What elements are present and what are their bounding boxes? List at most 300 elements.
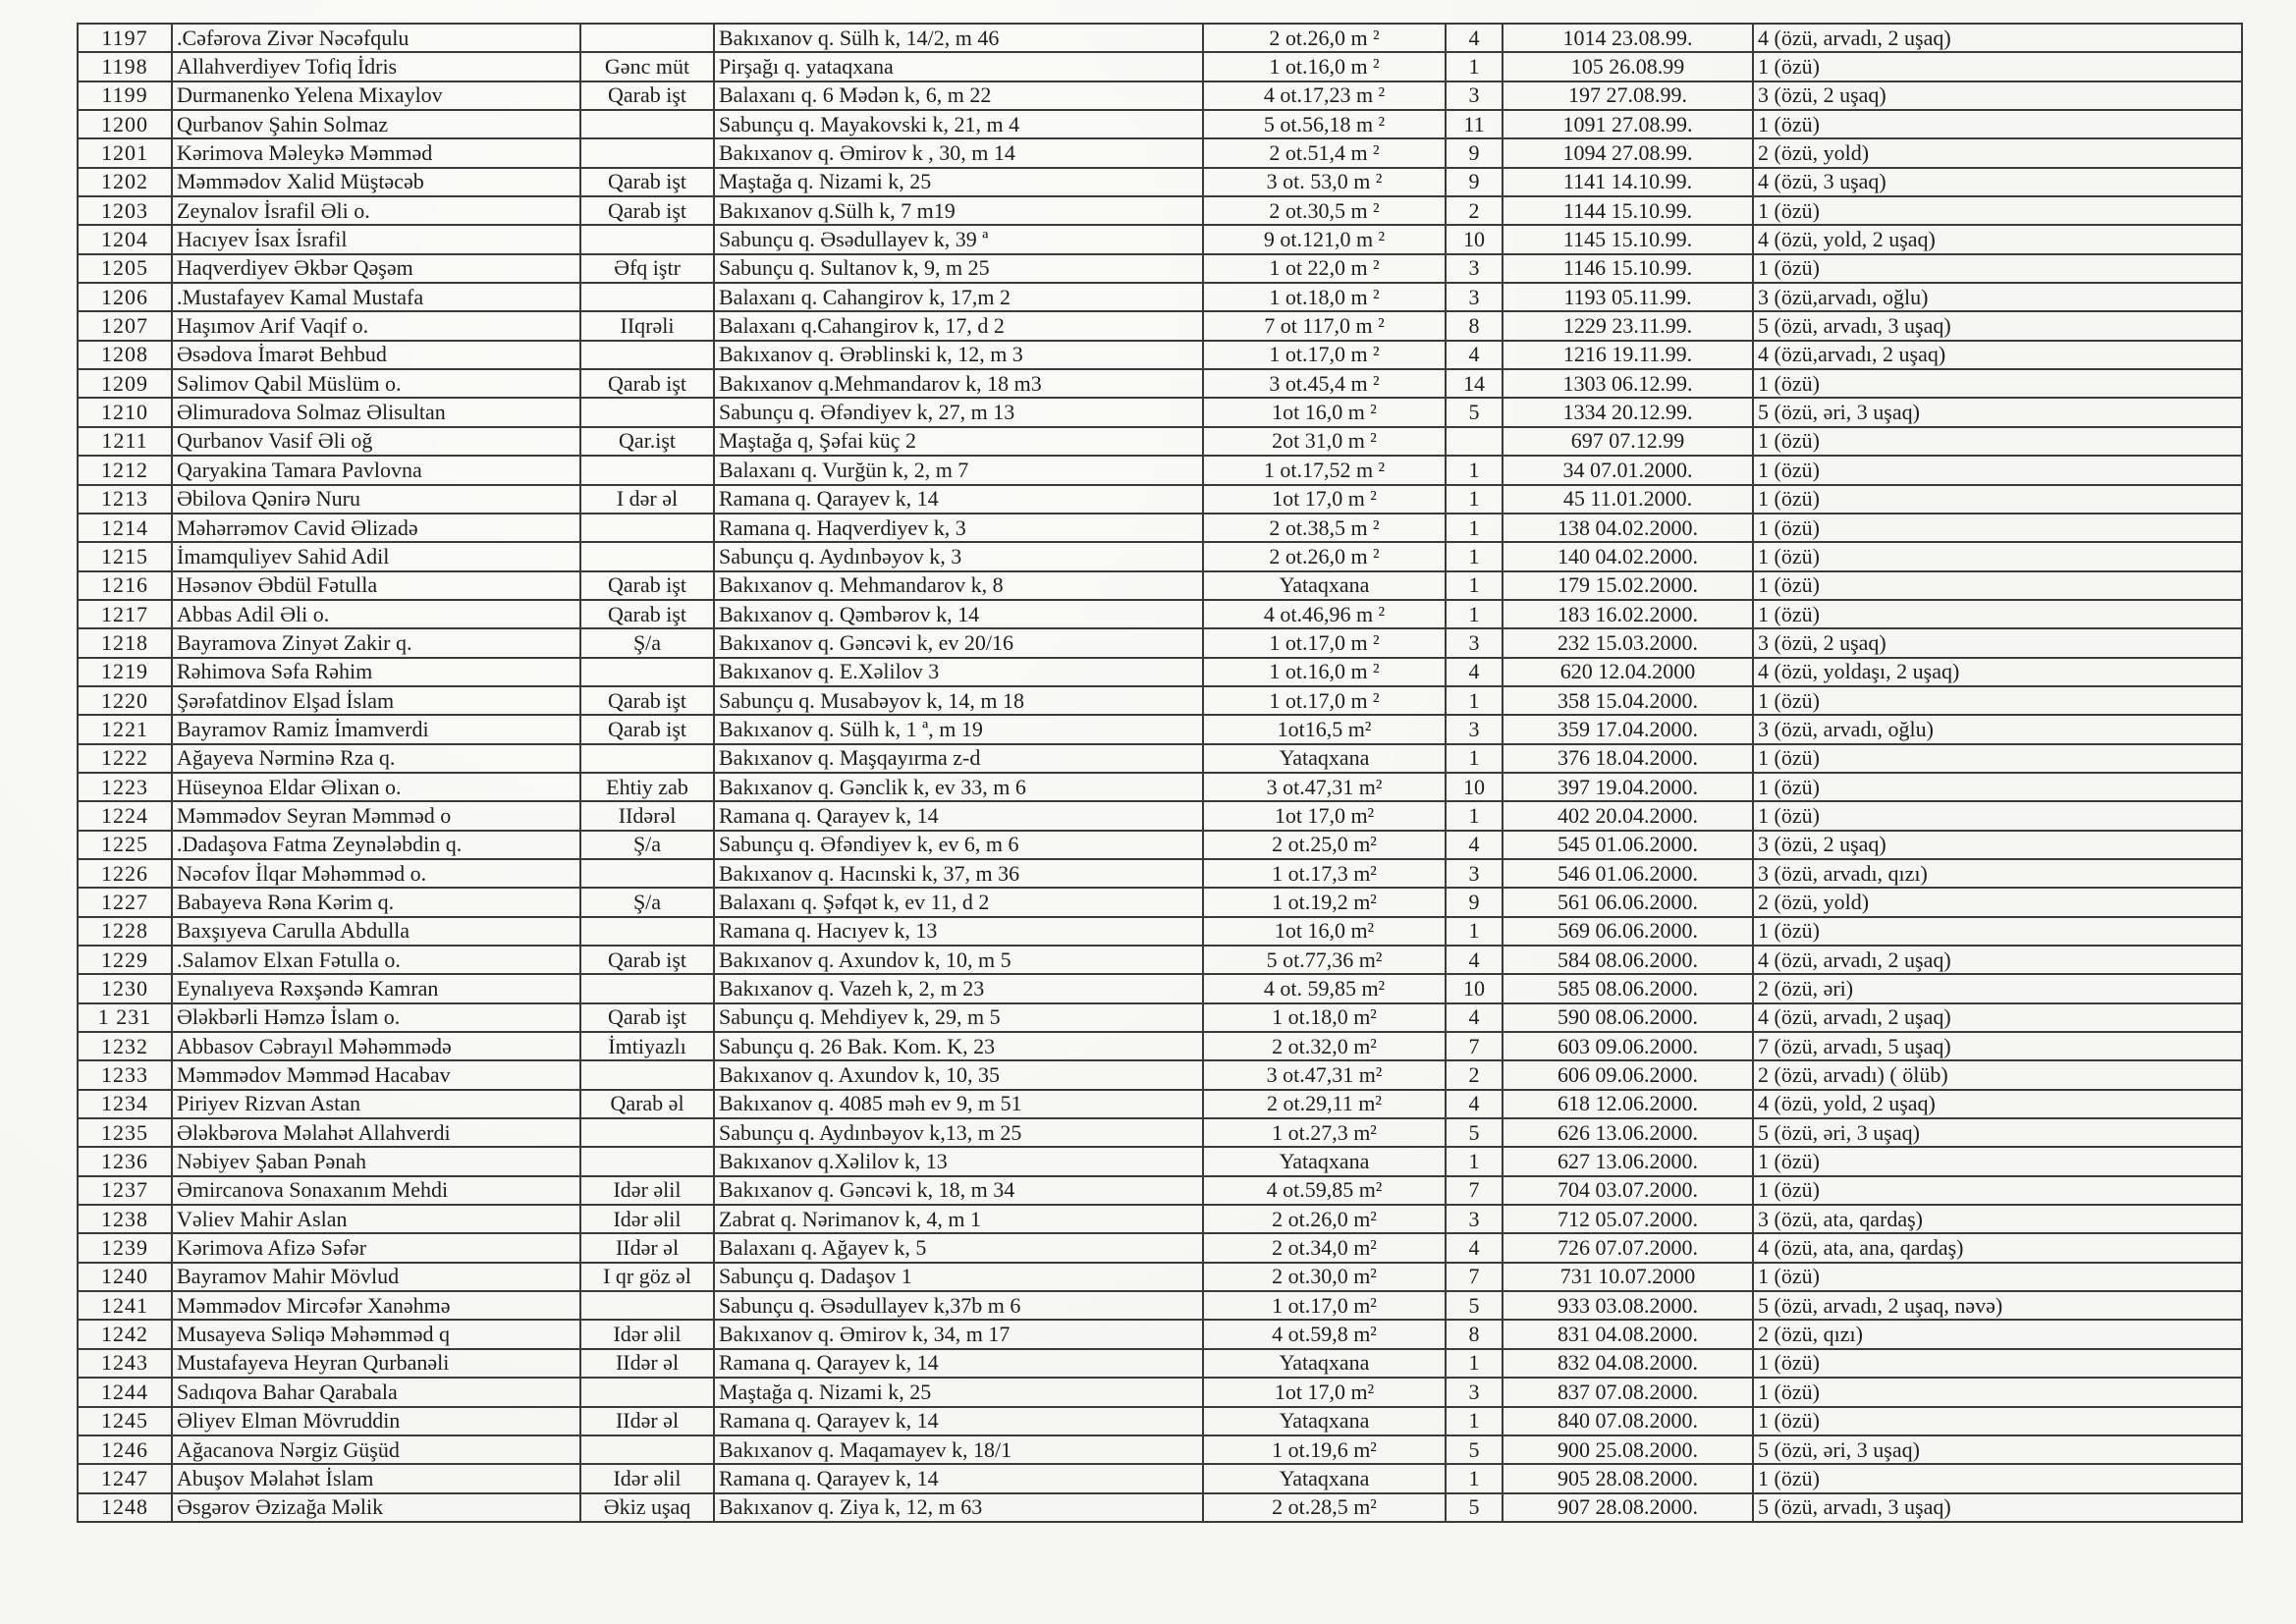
cell-area: 5 ot.56,18 m ² bbox=[1203, 110, 1446, 138]
cell-count: 7 bbox=[1446, 1032, 1503, 1060]
cell-address: Sabunçu q. Əfəndiyev k, ev 6, m 6 bbox=[714, 831, 1203, 859]
cell-status bbox=[580, 744, 714, 773]
cell-family: 5 (özü, əri, 3 uşaq) bbox=[1753, 398, 2242, 426]
cell-area: 4 ot. 59,85 m² bbox=[1203, 974, 1446, 1002]
cell-count: 9 bbox=[1446, 138, 1503, 167]
cell-family: 5 (özü, arvadı, 3 uşaq) bbox=[1753, 311, 2242, 340]
cell-area: 1 ot.17,3 m² bbox=[1203, 859, 1446, 888]
cell-name: Musayeva Səliqə Məhəmməd q bbox=[172, 1320, 580, 1348]
cell-reg: 731 10.07.2000 bbox=[1503, 1263, 1753, 1291]
cell-address: Balaxanı q. 6 Mədən k, 6, m 22 bbox=[714, 81, 1203, 110]
cell-count: 9 bbox=[1446, 168, 1503, 196]
cell-status: Qarab işt bbox=[580, 571, 714, 600]
cell-status bbox=[580, 1378, 714, 1406]
cell-area: 1 ot.16,0 m ² bbox=[1203, 52, 1446, 81]
cell-count: 1 bbox=[1446, 514, 1503, 542]
cell-no: 1211 bbox=[78, 427, 172, 456]
cell-name: Abuşov Məlahət İslam bbox=[172, 1464, 580, 1492]
cell-name: Həsənov Əbdül Fətulla bbox=[172, 571, 580, 600]
cell-reg: 603 09.06.2000. bbox=[1503, 1032, 1753, 1060]
cell-family: 2 (özü, yold) bbox=[1753, 138, 2242, 167]
cell-name: .Mustafayev Kamal Mustafa bbox=[172, 283, 580, 311]
cell-reg: 900 25.08.2000. bbox=[1503, 1435, 1753, 1464]
cell-no: 1210 bbox=[78, 398, 172, 426]
table-row bbox=[78, 1147, 2242, 1175]
cell-no: 1224 bbox=[78, 801, 172, 830]
cell-name: Zeynalov İsrafil Əli o. bbox=[172, 196, 580, 225]
cell-count: 2 bbox=[1446, 1060, 1503, 1089]
cell-no: 1206 bbox=[78, 283, 172, 311]
cell-area: 1 ot.17,0 m ² bbox=[1203, 686, 1446, 715]
cell-name: Eynalıyeva Rəxşəndə Kamran bbox=[172, 974, 580, 1002]
cell-name: Bayramova Zinyət Zakir q. bbox=[172, 628, 580, 657]
cell-reg: 376 18.04.2000. bbox=[1503, 744, 1753, 773]
cell-status bbox=[580, 1147, 714, 1175]
cell-reg: 837 07.08.2000. bbox=[1503, 1378, 1753, 1406]
cell-area: 9 ot.121,0 m ² bbox=[1203, 225, 1446, 253]
cell-area: 1 ot.19,2 m² bbox=[1203, 888, 1446, 916]
cell-no: 1219 bbox=[78, 658, 172, 686]
cell-no: 1233 bbox=[78, 1060, 172, 1089]
cell-area: 2 ot.51,4 m ² bbox=[1203, 138, 1446, 167]
cell-count: 5 bbox=[1446, 398, 1503, 426]
cell-family: 2 (özü, arvadı) ( ölüb) bbox=[1753, 1060, 2242, 1089]
table-row bbox=[78, 485, 2242, 514]
cell-count: 4 bbox=[1446, 1233, 1503, 1262]
cell-no: 1217 bbox=[78, 600, 172, 628]
cell-status: IIdər əl bbox=[580, 1233, 714, 1262]
cell-count: 8 bbox=[1446, 1320, 1503, 1348]
cell-area: 1ot 16,0 m ² bbox=[1203, 398, 1446, 426]
table-row bbox=[78, 1032, 2242, 1060]
cell-status: I qr göz əl bbox=[580, 1263, 714, 1291]
cell-family: 4 (özü,arvadı, 2 uşaq) bbox=[1753, 341, 2242, 369]
cell-no: 1239 bbox=[78, 1233, 172, 1262]
cell-no: 1207 bbox=[78, 311, 172, 340]
cell-name: Hacıyev İsax İsrafil bbox=[172, 225, 580, 253]
cell-address: Bakıxanov q. Sülh k, 1 ª, m 19 bbox=[714, 715, 1203, 743]
cell-name: Durmanenko Yelena Mixaylov bbox=[172, 81, 580, 110]
cell-area: 7 ot 117,0 m ² bbox=[1203, 311, 1446, 340]
cell-address: Sabunçu q. Sultanov k, 9, m 25 bbox=[714, 254, 1203, 283]
cell-area: Yataqxana bbox=[1203, 571, 1446, 600]
cell-count: 3 bbox=[1446, 628, 1503, 657]
cell-reg: 105 26.08.99 bbox=[1503, 52, 1753, 81]
cell-status: IIdərəl bbox=[580, 801, 714, 830]
cell-count: 1 bbox=[1446, 542, 1503, 570]
cell-reg: 831 04.08.2000. bbox=[1503, 1320, 1753, 1348]
cell-family: 4 (özü, arvadı, 2 uşaq) bbox=[1753, 946, 2242, 974]
cell-address: Bakıxanov q. E.Xəlilov 3 bbox=[714, 658, 1203, 686]
cell-address: Bakıxanov q. Ziya k, 12, m 63 bbox=[714, 1493, 1203, 1522]
cell-family: 4 (özü, ata, ana, qardaş) bbox=[1753, 1233, 2242, 1262]
cell-name: Baxşıyeva Carulla Abdulla bbox=[172, 917, 580, 946]
table-row bbox=[78, 686, 2242, 715]
cell-area: 1 ot.17,0 m² bbox=[1203, 1291, 1446, 1320]
cell-status: IIdər əl bbox=[580, 1407, 714, 1435]
cell-count: 7 bbox=[1446, 1176, 1503, 1205]
table-row bbox=[78, 1407, 2242, 1435]
cell-status bbox=[580, 24, 714, 52]
cell-address: Sabunçu q. Mehdiyev k, 29, m 5 bbox=[714, 1003, 1203, 1032]
cell-address: Ramana q. Qarayev k, 14 bbox=[714, 801, 1203, 830]
cell-area: 5 ot.77,36 m² bbox=[1203, 946, 1446, 974]
cell-status bbox=[580, 398, 714, 426]
cell-area: 1ot 17,0 m ² bbox=[1203, 485, 1446, 514]
cell-family: 1 (özü) bbox=[1753, 1464, 2242, 1492]
cell-count: 4 bbox=[1446, 341, 1503, 369]
cell-address: Bakıxanov q. Axundov k, 10, m 5 bbox=[714, 946, 1203, 974]
cell-no: 1213 bbox=[78, 485, 172, 514]
cell-area: 2 ot.29,11 m² bbox=[1203, 1090, 1446, 1118]
cell-address: Sabunçu q. Əsədullayev k, 39 ª bbox=[714, 225, 1203, 253]
cell-address: Sabunçu q. Aydınbəyov k,13, m 25 bbox=[714, 1118, 1203, 1147]
cell-name: Qaryakina Tamara Pavlovna bbox=[172, 456, 580, 484]
cell-address: Balaxanı q. Cahangirov k, 17,m 2 bbox=[714, 283, 1203, 311]
cell-name: Ələkbərova Məlahət Allahverdi bbox=[172, 1118, 580, 1147]
cell-area: 1ot 16,0 m² bbox=[1203, 917, 1446, 946]
cell-name: Sadıqova Bahar Qarabala bbox=[172, 1378, 580, 1406]
cell-count bbox=[1446, 427, 1503, 456]
cell-address: Sabunçu q. Dadaşov 1 bbox=[714, 1263, 1203, 1291]
cell-count: 11 bbox=[1446, 110, 1503, 138]
cell-name: Əbilova Qənirə Nuru bbox=[172, 485, 580, 514]
cell-reg: 832 04.08.2000. bbox=[1503, 1349, 1753, 1378]
cell-address: Bakıxanov q. Maqamayev k, 18/1 bbox=[714, 1435, 1203, 1464]
cell-address: Ramana q. Qarayev k, 14 bbox=[714, 485, 1203, 514]
cell-area: 2 ot.26,0 m² bbox=[1203, 1205, 1446, 1233]
cell-reg: 358 15.04.2000. bbox=[1503, 686, 1753, 715]
cell-area: 1 ot.16,0 m ² bbox=[1203, 658, 1446, 686]
cell-no: 1240 bbox=[78, 1263, 172, 1291]
cell-address: Bakıxanov q. Vazeh k, 2, m 23 bbox=[714, 974, 1203, 1002]
cell-family: 3 (özü, ata, qardaş) bbox=[1753, 1205, 2242, 1233]
cell-area: Yataqxana bbox=[1203, 744, 1446, 773]
cell-status: Əfq iştr bbox=[580, 254, 714, 283]
cell-status bbox=[580, 1291, 714, 1320]
cell-reg: 627 13.06.2000. bbox=[1503, 1147, 1753, 1175]
cell-count: 4 bbox=[1446, 946, 1503, 974]
table-row bbox=[78, 427, 2242, 456]
cell-family: 1 (özü) bbox=[1753, 427, 2242, 456]
cell-address: Bakıxanov q. Qəmbərov k, 14 bbox=[714, 600, 1203, 628]
cell-no: 1236 bbox=[78, 1147, 172, 1175]
cell-no: 1221 bbox=[78, 715, 172, 743]
table-row bbox=[78, 341, 2242, 369]
cell-no: 1246 bbox=[78, 1435, 172, 1464]
table-row bbox=[78, 744, 2242, 773]
cell-family: 1 (özü) bbox=[1753, 542, 2242, 570]
cell-reg: 45 11.01.2000. bbox=[1503, 485, 1753, 514]
cell-name: Məmmədov Məmməd Hacabav bbox=[172, 1060, 580, 1089]
cell-reg: 140 04.02.2000. bbox=[1503, 542, 1753, 570]
cell-reg: 1193 05.11.99. bbox=[1503, 283, 1753, 311]
table-row bbox=[78, 196, 2242, 225]
cell-area: 2 ot.30,0 m² bbox=[1203, 1263, 1446, 1291]
table-row bbox=[78, 225, 2242, 253]
table-row bbox=[78, 658, 2242, 686]
cell-name: Qurbanov Vasif Əli oğ bbox=[172, 427, 580, 456]
cell-family: 1 (özü) bbox=[1753, 744, 2242, 773]
cell-reg: 1091 27.08.99. bbox=[1503, 110, 1753, 138]
table-row bbox=[78, 801, 2242, 830]
cell-count: 4 bbox=[1446, 24, 1503, 52]
cell-address: Ramana q. Qarayev k, 14 bbox=[714, 1349, 1203, 1378]
cell-no: 1216 bbox=[78, 571, 172, 600]
cell-name: Haşımov Arif Vaqif o. bbox=[172, 311, 580, 340]
cell-name: Məmmədov Mircəfər Xanəhmə bbox=[172, 1291, 580, 1320]
cell-area: 2 ot.26,0 m ² bbox=[1203, 24, 1446, 52]
cell-name: Məhərrəmov Cavid Əlizadə bbox=[172, 514, 580, 542]
cell-status bbox=[580, 1118, 714, 1147]
cell-family: 3 (özü, 2 uşaq) bbox=[1753, 628, 2242, 657]
table-row bbox=[78, 1003, 2242, 1032]
cell-family: 1 (özü) bbox=[1753, 773, 2242, 801]
table-row bbox=[78, 571, 2242, 600]
cell-address: Bakıxanov q. Gənclik k, ev 33, m 6 bbox=[714, 773, 1203, 801]
cell-reg: 585 08.06.2000. bbox=[1503, 974, 1753, 1002]
cell-no: 1241 bbox=[78, 1291, 172, 1320]
cell-name: Əsgərov Əzizağa Məlik bbox=[172, 1493, 580, 1522]
cell-address: Balaxanı q. Şəfqət k, ev 11, d 2 bbox=[714, 888, 1203, 916]
cell-reg: 620 12.04.2000 bbox=[1503, 658, 1753, 686]
cell-no: 1235 bbox=[78, 1118, 172, 1147]
cell-reg: 606 09.06.2000. bbox=[1503, 1060, 1753, 1089]
records-table bbox=[77, 23, 2243, 1523]
cell-area: 2 ot.38,5 m ² bbox=[1203, 514, 1446, 542]
table-row bbox=[78, 254, 2242, 283]
table-row bbox=[78, 81, 2242, 110]
cell-address: Bakıxanov q. Maşqayırma z-d bbox=[714, 744, 1203, 773]
cell-count: 8 bbox=[1446, 311, 1503, 340]
cell-reg: 712 05.07.2000. bbox=[1503, 1205, 1753, 1233]
cell-count: 14 bbox=[1446, 369, 1503, 398]
cell-status: Qarab işt bbox=[580, 168, 714, 196]
cell-count: 1 bbox=[1446, 744, 1503, 773]
cell-count: 7 bbox=[1446, 1263, 1503, 1291]
cell-status bbox=[580, 110, 714, 138]
cell-no: 1215 bbox=[78, 542, 172, 570]
cell-status bbox=[580, 514, 714, 542]
cell-reg: 590 08.06.2000. bbox=[1503, 1003, 1753, 1032]
cell-family: 1 (özü) bbox=[1753, 52, 2242, 81]
cell-area: 2ot 31,0 m ² bbox=[1203, 427, 1446, 456]
cell-no: 1225 bbox=[78, 831, 172, 859]
table-row bbox=[78, 974, 2242, 1002]
cell-status bbox=[580, 341, 714, 369]
cell-name: Mustafayeva Heyran Qurbanəli bbox=[172, 1349, 580, 1378]
cell-area: 4 ot.59,85 m² bbox=[1203, 1176, 1446, 1205]
cell-reg: 1229 23.11.99. bbox=[1503, 311, 1753, 340]
table-row bbox=[78, 1263, 2242, 1291]
cell-status bbox=[580, 456, 714, 484]
table-row bbox=[78, 600, 2242, 628]
cell-family: 4 (özü, yold, 2 uşaq) bbox=[1753, 1090, 2242, 1118]
cell-family: 1 (özü) bbox=[1753, 1378, 2242, 1406]
cell-address: Sabunçu q. Aydınbəyov k, 3 bbox=[714, 542, 1203, 570]
cell-family: 1 (özü) bbox=[1753, 686, 2242, 715]
cell-name: Babayeva Rəna Kərim q. bbox=[172, 888, 580, 916]
cell-address: Bakıxanov q. Sülh k, 14/2, m 46 bbox=[714, 24, 1203, 52]
table-row bbox=[78, 138, 2242, 167]
table-row bbox=[78, 369, 2242, 398]
cell-name: Hüseynoa Eldar Əlixan o. bbox=[172, 773, 580, 801]
cell-count: 1 bbox=[1446, 485, 1503, 514]
cell-no: 1202 bbox=[78, 168, 172, 196]
cell-address: Pirşağı q. yataqxana bbox=[714, 52, 1203, 81]
cell-address: Bakıxanov q. Hacınski k, 37, m 36 bbox=[714, 859, 1203, 888]
table-row bbox=[78, 398, 2242, 426]
cell-count: 5 bbox=[1446, 1118, 1503, 1147]
cell-name: .Salamov Elxan Fətulla o. bbox=[172, 946, 580, 974]
cell-no: 1214 bbox=[78, 514, 172, 542]
cell-address: Sabunçu q. Əfəndiyev k, 27, m 13 bbox=[714, 398, 1203, 426]
cell-family: 5 (özü, arvadı, 2 uşaq, nəvə) bbox=[1753, 1291, 2242, 1320]
cell-name: Vəliev Mahir Aslan bbox=[172, 1205, 580, 1233]
cell-family: 5 (özü, əri, 3 uşaq) bbox=[1753, 1118, 2242, 1147]
cell-reg: 1216 19.11.99. bbox=[1503, 341, 1753, 369]
table-row bbox=[78, 917, 2242, 946]
cell-count: 1 bbox=[1446, 571, 1503, 600]
cell-status bbox=[580, 917, 714, 946]
cell-family: 3 (özü, 2 uşaq) bbox=[1753, 831, 2242, 859]
cell-no: 1248 bbox=[78, 1493, 172, 1522]
table-row bbox=[78, 24, 2242, 52]
cell-name: Nəbiyev Şaban Pənah bbox=[172, 1147, 580, 1175]
cell-count: 4 bbox=[1446, 831, 1503, 859]
cell-family: 5 (özü, əri, 3 uşaq) bbox=[1753, 1435, 2242, 1464]
cell-area: 1 ot.17,0 m ² bbox=[1203, 341, 1446, 369]
cell-name: Allahverdiyev Tofiq İdris bbox=[172, 52, 580, 81]
cell-address: Maştağa q. Nizami k, 25 bbox=[714, 168, 1203, 196]
cell-reg: 584 08.06.2000. bbox=[1503, 946, 1753, 974]
cell-name: Haqverdiyev Əkbər Qəşəm bbox=[172, 254, 580, 283]
cell-address: Ramana q. Hacıyev k, 13 bbox=[714, 917, 1203, 946]
cell-family: 4 (özü, yoldaşı, 2 uşaq) bbox=[1753, 658, 2242, 686]
cell-area: 1 ot.27,3 m² bbox=[1203, 1118, 1446, 1147]
cell-status bbox=[580, 1435, 714, 1464]
cell-status: Qarab işt bbox=[580, 81, 714, 110]
table-row bbox=[78, 1320, 2242, 1348]
cell-address: Sabunçu q. Musabəyov k, 14, m 18 bbox=[714, 686, 1203, 715]
cell-area: 1 ot 22,0 m ² bbox=[1203, 254, 1446, 283]
cell-area: 2 ot.34,0 m² bbox=[1203, 1233, 1446, 1262]
cell-address: Sabunçu q. Mayakovski k, 21, m 4 bbox=[714, 110, 1203, 138]
cell-status: Idər əlil bbox=[580, 1176, 714, 1205]
cell-name: İmamquliyev Sahid Adil bbox=[172, 542, 580, 570]
table-row bbox=[78, 888, 2242, 916]
cell-name: Bayramov Ramiz İmamverdi bbox=[172, 715, 580, 743]
cell-address: Bakıxanov q. Ərəblinski k, 12, m 3 bbox=[714, 341, 1203, 369]
cell-no: 1200 bbox=[78, 110, 172, 138]
cell-family: 5 (özü, arvadı, 3 uşaq) bbox=[1753, 1493, 2242, 1522]
cell-family: 3 (özü, arvadı, qızı) bbox=[1753, 859, 2242, 888]
cell-status: Ş/a bbox=[580, 831, 714, 859]
cell-area: 2 ot.25,0 m² bbox=[1203, 831, 1446, 859]
cell-no: 1220 bbox=[78, 686, 172, 715]
cell-name: Rəhimova Səfa Rəhim bbox=[172, 658, 580, 686]
table-row bbox=[78, 1464, 2242, 1492]
cell-address: Ramana q. Qarayev k, 14 bbox=[714, 1464, 1203, 1492]
cell-status: IIqrəli bbox=[580, 311, 714, 340]
cell-name: Nəcəfov İlqar Məhəmməd o. bbox=[172, 859, 580, 888]
cell-count: 3 bbox=[1446, 859, 1503, 888]
cell-reg: 1144 15.10.99. bbox=[1503, 196, 1753, 225]
cell-reg: 545 01.06.2000. bbox=[1503, 831, 1753, 859]
cell-no: 1212 bbox=[78, 456, 172, 484]
cell-count: 3 bbox=[1446, 1205, 1503, 1233]
cell-name: Ağayeva Nərminə Rza q. bbox=[172, 744, 580, 773]
cell-reg: 626 13.06.2000. bbox=[1503, 1118, 1753, 1147]
cell-count: 1 bbox=[1446, 456, 1503, 484]
table-row bbox=[78, 311, 2242, 340]
cell-no: 1222 bbox=[78, 744, 172, 773]
table-row bbox=[78, 859, 2242, 888]
cell-count: 5 bbox=[1446, 1435, 1503, 1464]
table-row bbox=[78, 1435, 2242, 1464]
cell-family: 1 (özü) bbox=[1753, 110, 2242, 138]
cell-family: 7 (özü, arvadı, 5 uşaq) bbox=[1753, 1032, 2242, 1060]
cell-family: 1 (özü) bbox=[1753, 1176, 2242, 1205]
cell-address: Sabunçu q. 26 Bak. Kom. K, 23 bbox=[714, 1032, 1203, 1060]
cell-family: 1 (özü) bbox=[1753, 514, 2242, 542]
cell-no: 1 231 bbox=[78, 1003, 172, 1032]
table-row bbox=[78, 1233, 2242, 1262]
cell-reg: 697 07.12.99 bbox=[1503, 427, 1753, 456]
cell-name: Ağacanova Nərgiz Güşüd bbox=[172, 1435, 580, 1464]
cell-count: 2 bbox=[1446, 196, 1503, 225]
cell-no: 1201 bbox=[78, 138, 172, 167]
cell-reg: 402 20.04.2000. bbox=[1503, 801, 1753, 830]
table-row bbox=[78, 52, 2242, 81]
cell-name: Məmmədov Xalid Müştəcəb bbox=[172, 168, 580, 196]
cell-address: Zabrat q. Nərimanov k, 4, m 1 bbox=[714, 1205, 1203, 1233]
cell-area: 4 ot.17,23 m ² bbox=[1203, 81, 1446, 110]
cell-status: Qarab işt bbox=[580, 715, 714, 743]
cell-area: 4 ot.46,96 m ² bbox=[1203, 600, 1446, 628]
cell-status bbox=[580, 542, 714, 570]
cell-status: Ş/a bbox=[580, 888, 714, 916]
cell-count: 1 bbox=[1446, 52, 1503, 81]
cell-family: 3 (özü, arvadı, oğlu) bbox=[1753, 715, 2242, 743]
cell-address: Bakıxanov q. Gəncəvi k, 18, m 34 bbox=[714, 1176, 1203, 1205]
cell-address: Bakıxanov q. Əmirov k, 34, m 17 bbox=[714, 1320, 1203, 1348]
cell-status: Ş/a bbox=[580, 628, 714, 657]
cell-area: Yataqxana bbox=[1203, 1407, 1446, 1435]
cell-count: 4 bbox=[1446, 1003, 1503, 1032]
cell-no: 1228 bbox=[78, 917, 172, 946]
cell-family: 1 (özü) bbox=[1753, 1263, 2242, 1291]
cell-status: Əkiz uşaq bbox=[580, 1493, 714, 1522]
cell-family: 4 (özü, 3 uşaq) bbox=[1753, 168, 2242, 196]
cell-status: I dər əl bbox=[580, 485, 714, 514]
table-row bbox=[78, 1493, 2242, 1522]
cell-name: .Dadaşova Fatma Zeynələbdin q. bbox=[172, 831, 580, 859]
cell-reg: 561 06.06.2000. bbox=[1503, 888, 1753, 916]
records-table-body bbox=[78, 24, 2242, 1522]
cell-no: 1226 bbox=[78, 859, 172, 888]
cell-count: 1 bbox=[1446, 1147, 1503, 1175]
table-row bbox=[78, 773, 2242, 801]
table-row bbox=[78, 1090, 2242, 1118]
cell-count: 3 bbox=[1446, 283, 1503, 311]
cell-address: Bakıxanov q.Sülh k, 7 m19 bbox=[714, 196, 1203, 225]
cell-status bbox=[580, 974, 714, 1002]
cell-address: Ramana q. Qarayev k, 14 bbox=[714, 1407, 1203, 1435]
cell-family: 2 (özü, yold) bbox=[1753, 888, 2242, 916]
cell-name: Abbas Adil Əli o. bbox=[172, 600, 580, 628]
cell-no: 1238 bbox=[78, 1205, 172, 1233]
